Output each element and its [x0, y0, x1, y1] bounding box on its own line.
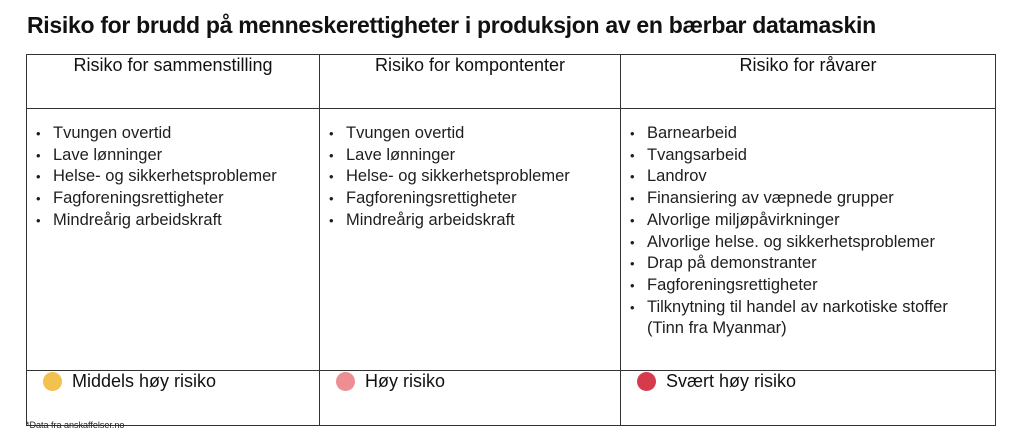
- list-item: [628, 123, 991, 145]
- list-item: [327, 210, 616, 232]
- bullet-icon: •: [36, 212, 41, 228]
- source-footnote: *Data fra anskaffelser.no: [26, 420, 125, 430]
- list-item: [34, 210, 315, 232]
- list-item-text: Tvangsarbeid: [647, 145, 747, 164]
- assembly-rating: [43, 371, 319, 392]
- list-item-text: Alvorlige helse. og sikkerhetsproblemer: [647, 232, 935, 251]
- risk-table: [26, 54, 996, 426]
- list-item-text: (Tinn fra Myanmar): [647, 319, 787, 338]
- bullet-icon: •: [630, 169, 635, 185]
- bullet-icon: •: [630, 256, 635, 272]
- list-item-text: Tvungen overtid: [346, 124, 465, 142]
- risk-level-dot-icon: [43, 372, 62, 391]
- list-item-text: Helse- og sikkerhetsproblemer: [53, 167, 277, 186]
- list-item-text: Drap på demonstranter: [647, 254, 817, 273]
- list-item: [34, 188, 315, 210]
- list-item-text: Landrov: [647, 167, 707, 186]
- bullet-icon: •: [36, 147, 41, 163]
- header-row: [27, 55, 996, 109]
- assembly-rating-cell: [27, 371, 320, 426]
- column-header-raw-materials: Risiko for råvarer: [621, 55, 996, 109]
- list-item-text: Mindreårig arbeidskraft: [53, 210, 222, 229]
- risk-level-dot-icon: [637, 372, 656, 391]
- risk-level-label: Middels høy risiko: [72, 371, 217, 391]
- risk-level-dot-icon: [336, 372, 355, 391]
- list-item-text: Fagforeningsrettigheter: [346, 189, 517, 208]
- list-item-text: Barnearbeid: [647, 124, 737, 142]
- list-item: [628, 210, 991, 232]
- bullet-icon: •: [36, 126, 41, 141]
- column-header-components: Risiko for kompontenter: [320, 55, 621, 109]
- bullet-icon: •: [630, 126, 635, 141]
- bullet-icon: •: [36, 191, 41, 207]
- raw-material-rating: [637, 371, 995, 392]
- list-item: [34, 123, 315, 145]
- list-item: [628, 145, 991, 167]
- bullet-icon: •: [630, 277, 635, 293]
- bullet-icon: •: [329, 147, 334, 163]
- list-item: [327, 123, 616, 145]
- list-item: [628, 253, 991, 275]
- component-risks-cell: [320, 109, 621, 371]
- component-risk-list: [327, 123, 616, 232]
- list-item: [628, 297, 991, 319]
- bullet-icon: •: [630, 299, 635, 315]
- assembly-risks-cell: [27, 109, 320, 371]
- assembly-risk-list: [34, 123, 315, 232]
- component-rating-cell: [320, 371, 621, 426]
- risk-level-label: Svært høy risiko: [666, 371, 797, 391]
- list-item: [628, 166, 991, 188]
- list-item: [628, 275, 991, 297]
- list-item-text: Fagforeningsrettigheter: [53, 189, 224, 208]
- list-item-text: Tvungen overtid: [53, 124, 172, 142]
- rating-row: [27, 371, 996, 426]
- bullet-icon: •: [329, 212, 334, 228]
- list-item-text: Helse- og sikkerhetsproblemer: [346, 167, 570, 186]
- bullet-icon: •: [36, 169, 41, 185]
- items-row: [27, 109, 996, 371]
- list-item: [628, 188, 991, 210]
- list-item: [34, 145, 315, 167]
- list-item: [327, 166, 616, 188]
- list-item: [34, 166, 315, 188]
- bullet-icon: •: [630, 234, 635, 250]
- column-header-assembly: Risiko for sammenstilling: [27, 55, 320, 109]
- bullet-icon: •: [630, 191, 635, 207]
- list-item-text: Fagforeningsrettigheter: [647, 275, 818, 294]
- list-item-text: Mindreårig arbeidskraft: [346, 210, 515, 229]
- list-item-text: Finansiering av væpnede grupper: [647, 189, 894, 208]
- list-item-text: Alvorlige miljøpåvirkninger: [647, 210, 840, 229]
- list-item: [327, 145, 616, 167]
- list-item-text: Lave lønninger: [346, 145, 456, 164]
- raw-material-risk-list: [628, 123, 991, 340]
- bullet-icon: •: [329, 191, 334, 207]
- bullet-icon: •: [630, 212, 635, 228]
- list-item-continuation: [628, 318, 991, 340]
- list-item-text: Tilknytning til handel av narkotiske stoffer: [647, 297, 948, 316]
- raw-material-risks-cell: [621, 109, 996, 371]
- list-item: [628, 232, 991, 254]
- page-title: Risiko for brudd på menneskerettigheter i produksjon av en bærbar datamaskin: [27, 12, 876, 38]
- raw-material-rating-cell: [621, 371, 996, 426]
- list-item-text: Lave lønninger: [53, 145, 163, 164]
- list-item: [327, 188, 616, 210]
- bullet-icon: •: [329, 169, 334, 185]
- risk-level-label: Høy risiko: [365, 371, 445, 391]
- bullet-icon: •: [329, 126, 334, 141]
- component-rating: [336, 371, 620, 392]
- bullet-icon: •: [630, 147, 635, 163]
